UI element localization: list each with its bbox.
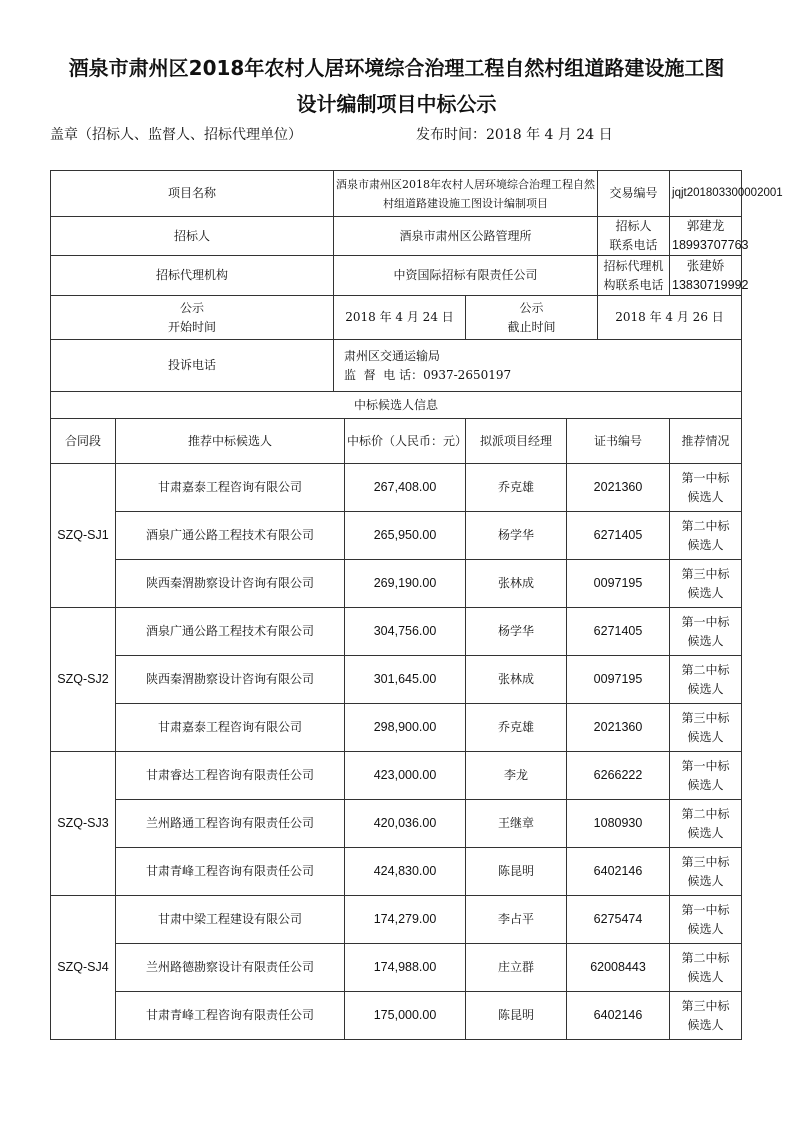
table-row: [51, 608, 742, 656]
complaint-line-2: 监 督 电 话：0937-2650197: [344, 367, 512, 382]
agency-value: 中资国际招标有限责任公司: [334, 256, 598, 296]
candidate-company: 甘肃青峰工程咨询有限责任公司: [116, 992, 345, 1040]
candidate-price: 298,900.00: [345, 704, 466, 752]
agency-contact-value: 张建娇 13830719992: [670, 256, 742, 296]
rank-suffix: 候选人: [687, 489, 724, 504]
rank-text: 第一中标: [681, 614, 730, 629]
header-company: 推荐中标候选人: [116, 419, 345, 464]
tenderer-contact-label-2: 联系电话: [609, 238, 658, 252]
agency-contact-label-2: 构联系电话: [603, 277, 664, 292]
rank-text: 第三中标: [681, 998, 730, 1013]
candidate-price: 420,036.00: [345, 800, 466, 848]
candidate-company: 兰州路德勘察设计有限责任公司: [116, 944, 345, 992]
end-value: 2018 年 4 月 26 日: [598, 296, 742, 340]
agency-row: [51, 256, 742, 296]
candidate-price: 423,000.00: [345, 752, 466, 800]
candidate-manager: 陈昆明: [466, 848, 567, 896]
rank-text: 第二中标: [681, 518, 730, 533]
trade-no-label: 交易编号: [598, 171, 670, 217]
lot-name: SZQ-SJ2: [51, 608, 116, 752]
rank-text: 第一中标: [681, 758, 730, 773]
candidate-company: 兰州路通工程咨询有限责任公司: [116, 800, 345, 848]
candidate-cert: 0097195: [567, 560, 670, 608]
candidate-cert: 1080930: [567, 800, 670, 848]
header-cert: 证书编号: [567, 419, 670, 464]
seal-label: 盖章（招标人、监督人、招标代理单位）: [50, 127, 302, 143]
rank-suffix: 候选人: [687, 729, 724, 744]
agency-contact-label: [598, 256, 670, 296]
rank-suffix: 候选人: [687, 921, 724, 936]
candidate-cert: 6402146: [567, 992, 670, 1040]
candidate-rank: [670, 992, 742, 1040]
table-row: [51, 656, 742, 704]
candidate-rank: [670, 656, 742, 704]
complaint-label: 投诉电话: [51, 340, 334, 392]
rank-suffix: 候选人: [687, 537, 724, 552]
candidate-manager: 陈昆明: [466, 992, 567, 1040]
lot-name: SZQ-SJ3: [51, 752, 116, 896]
candidate-manager: 张林成: [466, 560, 567, 608]
page-title: [0, 50, 793, 122]
tenderer-value: 酒泉市肃州区公路管理所: [334, 217, 598, 256]
rank-text: 第一中标: [681, 902, 730, 917]
candidate-company: 陕西秦渭勘察设计咨询有限公司: [116, 656, 345, 704]
project-name-value: 酒泉市肃州区2018年农村人居环境综合治理工程自然村组道路建设施工图设计编制项目: [334, 171, 598, 217]
table-row: [51, 992, 742, 1040]
candidate-cert: 6271405: [567, 608, 670, 656]
candidate-price: 424,830.00: [345, 848, 466, 896]
candidate-manager: 杨学华: [466, 512, 567, 560]
rank-suffix: 候选人: [687, 1017, 724, 1032]
candidate-cert: 0097195: [567, 656, 670, 704]
header-price: 中标价（人民币：元）: [345, 419, 466, 464]
candidate-manager: 李龙: [466, 752, 567, 800]
rank-text: 第二中标: [681, 806, 730, 821]
candidate-cert: 6266222: [567, 752, 670, 800]
rank-suffix: 候选人: [687, 585, 724, 600]
complaint-row: [51, 340, 742, 392]
header-manager: 拟派项目经理: [466, 419, 567, 464]
rank-text: 第三中标: [681, 710, 730, 725]
candidate-company: 陕西秦渭勘察设计咨询有限公司: [116, 560, 345, 608]
candidate-manager: 李占平: [466, 896, 567, 944]
table-row: [51, 512, 742, 560]
rank-suffix: 候选人: [687, 777, 724, 792]
candidate-manager: 杨学华: [466, 608, 567, 656]
title-line-2: 设计编制项目中标公示: [296, 92, 497, 116]
table-row: [51, 800, 742, 848]
candidate-price: 267,408.00: [345, 464, 466, 512]
candidate-company: 甘肃青峰工程咨询有限责任公司: [116, 848, 345, 896]
rank-suffix: 候选人: [687, 825, 724, 840]
candidate-rank: [670, 560, 742, 608]
candidate-company: 酒泉广通公路工程技术有限公司: [116, 608, 345, 656]
agency-contact-label-1: 招标代理机: [603, 258, 664, 273]
candidate-cert: 2021360: [567, 704, 670, 752]
project-name-label: 项目名称: [51, 171, 334, 217]
table-row: [51, 944, 742, 992]
complaint-value: [334, 340, 742, 392]
table-row: [51, 560, 742, 608]
section-title: 中标候选人信息: [51, 392, 742, 419]
candidate-cert: 6271405: [567, 512, 670, 560]
candidate-rank: [670, 800, 742, 848]
header-lot: 合同段: [51, 419, 116, 464]
table-row: [51, 896, 742, 944]
lot-name: SZQ-SJ4: [51, 896, 116, 1040]
table-row: [51, 704, 742, 752]
candidate-price: 269,190.00: [345, 560, 466, 608]
candidate-rank: [670, 896, 742, 944]
candidate-price: 175,000.00: [345, 992, 466, 1040]
rank-text: 第三中标: [681, 566, 730, 581]
rank-suffix: 候选人: [687, 873, 724, 888]
rank-text: 第一中标: [681, 470, 730, 485]
candidate-price: 301,645.00: [345, 656, 466, 704]
candidate-manager: 乔克雄: [466, 704, 567, 752]
end-label-1: 公示: [519, 300, 544, 315]
rank-text: 第三中标: [681, 854, 730, 869]
title-line-1: 酒泉市肃州区2018年农村人居环境综合治理工程自然村组道路建设施工图: [68, 56, 725, 80]
period-row: [51, 296, 742, 340]
candidate-manager: 乔克雄: [466, 464, 567, 512]
agency-label: 招标代理机构: [51, 256, 334, 296]
project-name-row: [51, 171, 742, 217]
candidate-manager: 庄立群: [466, 944, 567, 992]
table-row: [51, 752, 742, 800]
tenderer-label: 招标人: [51, 217, 334, 256]
candidate-manager: 张林成: [466, 656, 567, 704]
end-label-2: 截止时间: [507, 319, 556, 334]
rank-suffix: 候选人: [687, 681, 724, 696]
complaint-line-1: 肃州区交通运输局: [344, 348, 441, 363]
candidate-rank: [670, 848, 742, 896]
candidate-company: 甘肃嘉泰工程咨询有限公司: [116, 464, 345, 512]
publish-time: 发布时间：2018 年 4 月 24 日: [416, 127, 613, 143]
candidate-cert: 2021360: [567, 464, 670, 512]
candidate-rank: [670, 944, 742, 992]
rank-suffix: 候选人: [687, 969, 724, 984]
candidate-price: 265,950.00: [345, 512, 466, 560]
candidate-company: 甘肃中梁工程建设有限公司: [116, 896, 345, 944]
tenderer-row: [51, 217, 742, 256]
table-row: [51, 464, 742, 512]
start-label-2: 开始时间: [168, 319, 217, 334]
tenderer-contact-label: [598, 217, 670, 256]
rank-text: 第二中标: [681, 950, 730, 965]
candidate-rank: [670, 752, 742, 800]
tenderer-contact-value: 郭建龙 18993707763: [670, 217, 742, 256]
end-label: [466, 296, 598, 340]
rank-text: 第二中标: [681, 662, 730, 677]
candidate-rank: [670, 512, 742, 560]
candidate-company: 酒泉广通公路工程技术有限公司: [116, 512, 345, 560]
candidate-price: 174,988.00: [345, 944, 466, 992]
candidate-company: 甘肃睿达工程咨询有限责任公司: [116, 752, 345, 800]
header-rank: 推荐情况: [670, 419, 742, 464]
start-label-1: 公示: [180, 300, 205, 315]
candidate-cert: 6402146: [567, 848, 670, 896]
candidate-price: 174,279.00: [345, 896, 466, 944]
start-value: 2018 年 4 月 24 日: [334, 296, 466, 340]
candidate-rank: [670, 464, 742, 512]
table-row: [51, 848, 742, 896]
tenderer-contact-label-1: 招标人: [615, 219, 652, 233]
rank-suffix: 候选人: [687, 633, 724, 648]
candidate-header-row: [51, 419, 742, 464]
candidate-rank: [670, 704, 742, 752]
candidate-cert: 6275474: [567, 896, 670, 944]
section-title-row: [51, 392, 742, 419]
candidate-rank: [670, 608, 742, 656]
candidate-cert: 62008443: [567, 944, 670, 992]
trade-no-value: jqjt201803300002001: [670, 171, 742, 217]
announcement-table: [50, 170, 783, 1040]
candidate-manager: 王继章: [466, 800, 567, 848]
candidate-price: 304,756.00: [345, 608, 466, 656]
lot-name: SZQ-SJ1: [51, 464, 116, 608]
start-label: [51, 296, 334, 340]
candidate-company: 甘肃嘉泰工程咨询有限公司: [116, 704, 345, 752]
